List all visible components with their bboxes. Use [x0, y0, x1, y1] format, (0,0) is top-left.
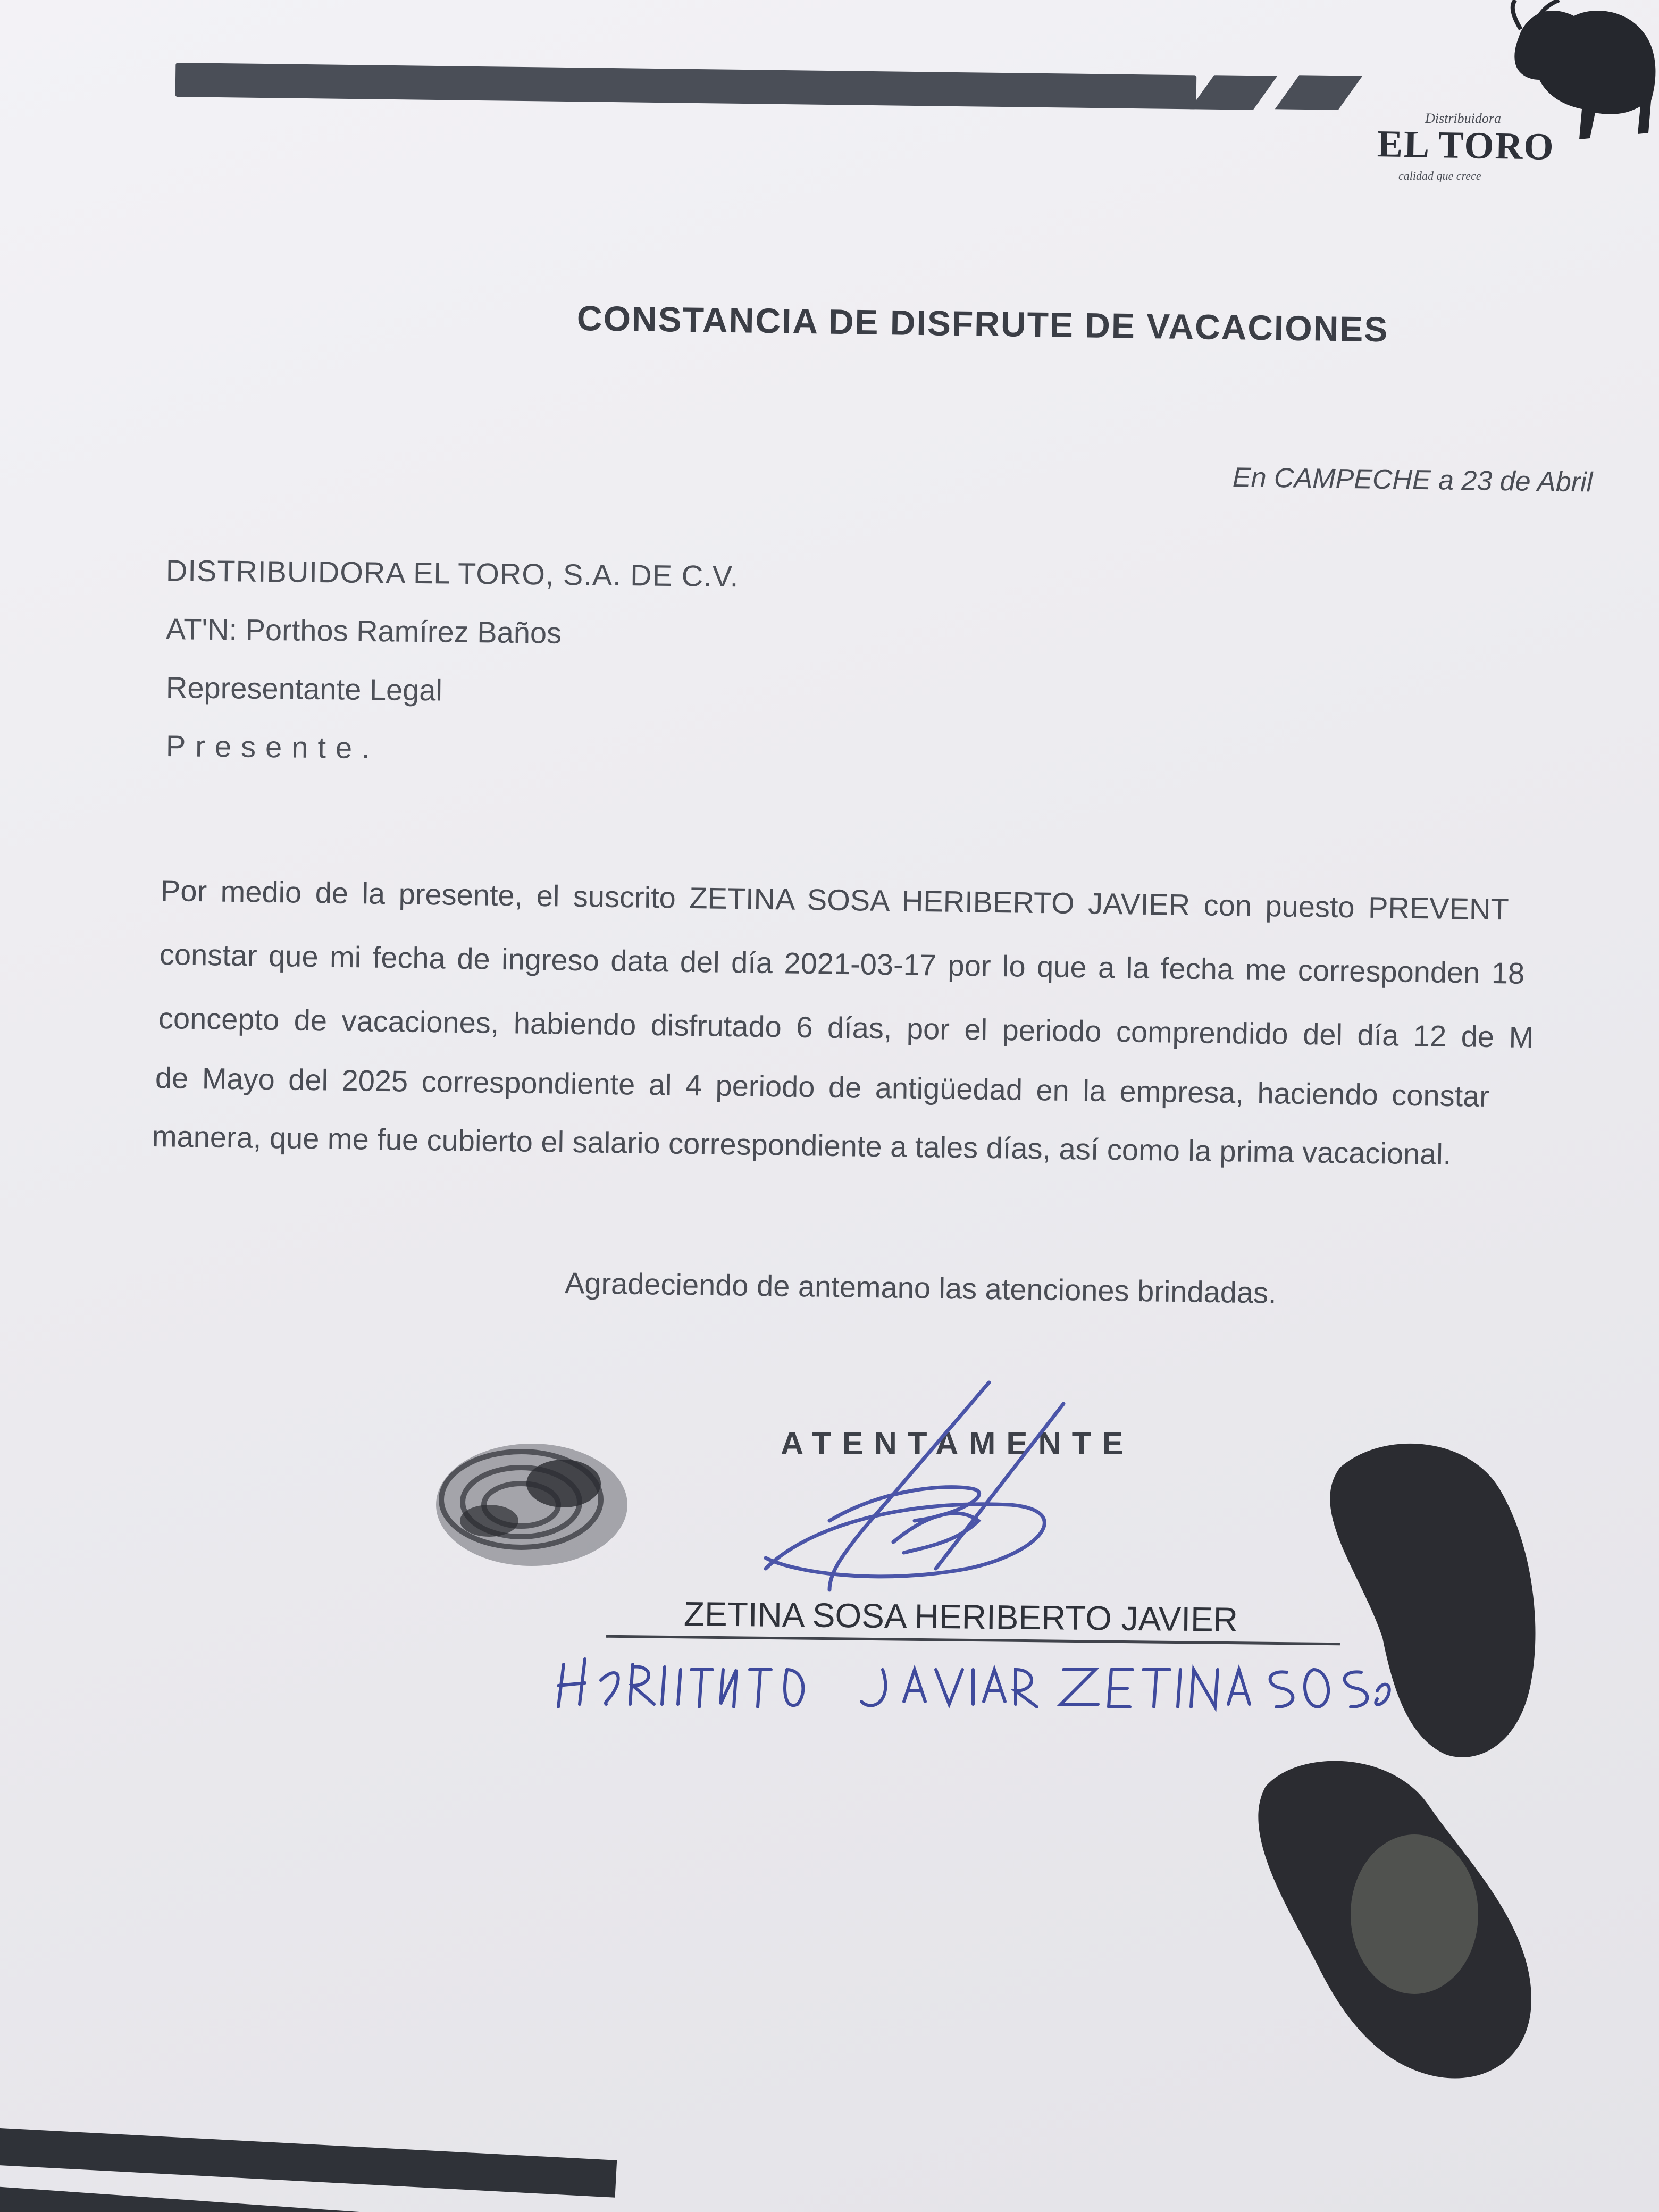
body-line: manera, que me fue cubierto el salario correspondiente a tales días, así como la prima vacacional.	[152, 1119, 1452, 1171]
body-line: Por medio de la presente, el suscrito ZETINA SOSA HERIBERTO JAVIER con puesto PREVENT	[160, 874, 1510, 926]
recipient-attention: AT'N: Porthos Ramírez Baños	[165, 612, 562, 650]
brand-small-text: Distribuidora	[1425, 111, 1502, 126]
body-line: de Mayo del 2025 correspondiente al 4 periodo de antigüedad en la empresa, haciendo constar	[155, 1061, 1490, 1113]
recipient-role: Representante Legal	[165, 671, 443, 707]
salutation: ATENTAMENTE	[781, 1426, 1134, 1461]
document-title: CONSTANCIA DE DISFRUTE DE VACACIONES	[576, 298, 1389, 349]
date-line: En CAMPECHE a 23 de Abril	[1232, 462, 1593, 498]
recipient-presente: Presente.	[165, 729, 380, 765]
body-line: concepto de vacaciones, habiendo disfrutado 6 días, por el periodo comprendido del día 12 de M	[158, 1001, 1534, 1054]
brand-logo-text: EL TORO	[1377, 122, 1555, 168]
brand-tagline: calidad que crece	[1398, 169, 1481, 182]
signer-name: ZETINA SOSA HERIBERTO JAVIER	[683, 1595, 1238, 1639]
body-line: constar que mi fecha de ingreso data del día 2021-03-17 por lo que a la fecha me corresponden 18	[159, 937, 1525, 990]
closing-text: Agradeciendo de antemano las atenciones brindadas.	[564, 1266, 1277, 1310]
recipient-company: DISTRIBUIDORA EL TORO, S.A. DE C.V.	[165, 554, 739, 593]
